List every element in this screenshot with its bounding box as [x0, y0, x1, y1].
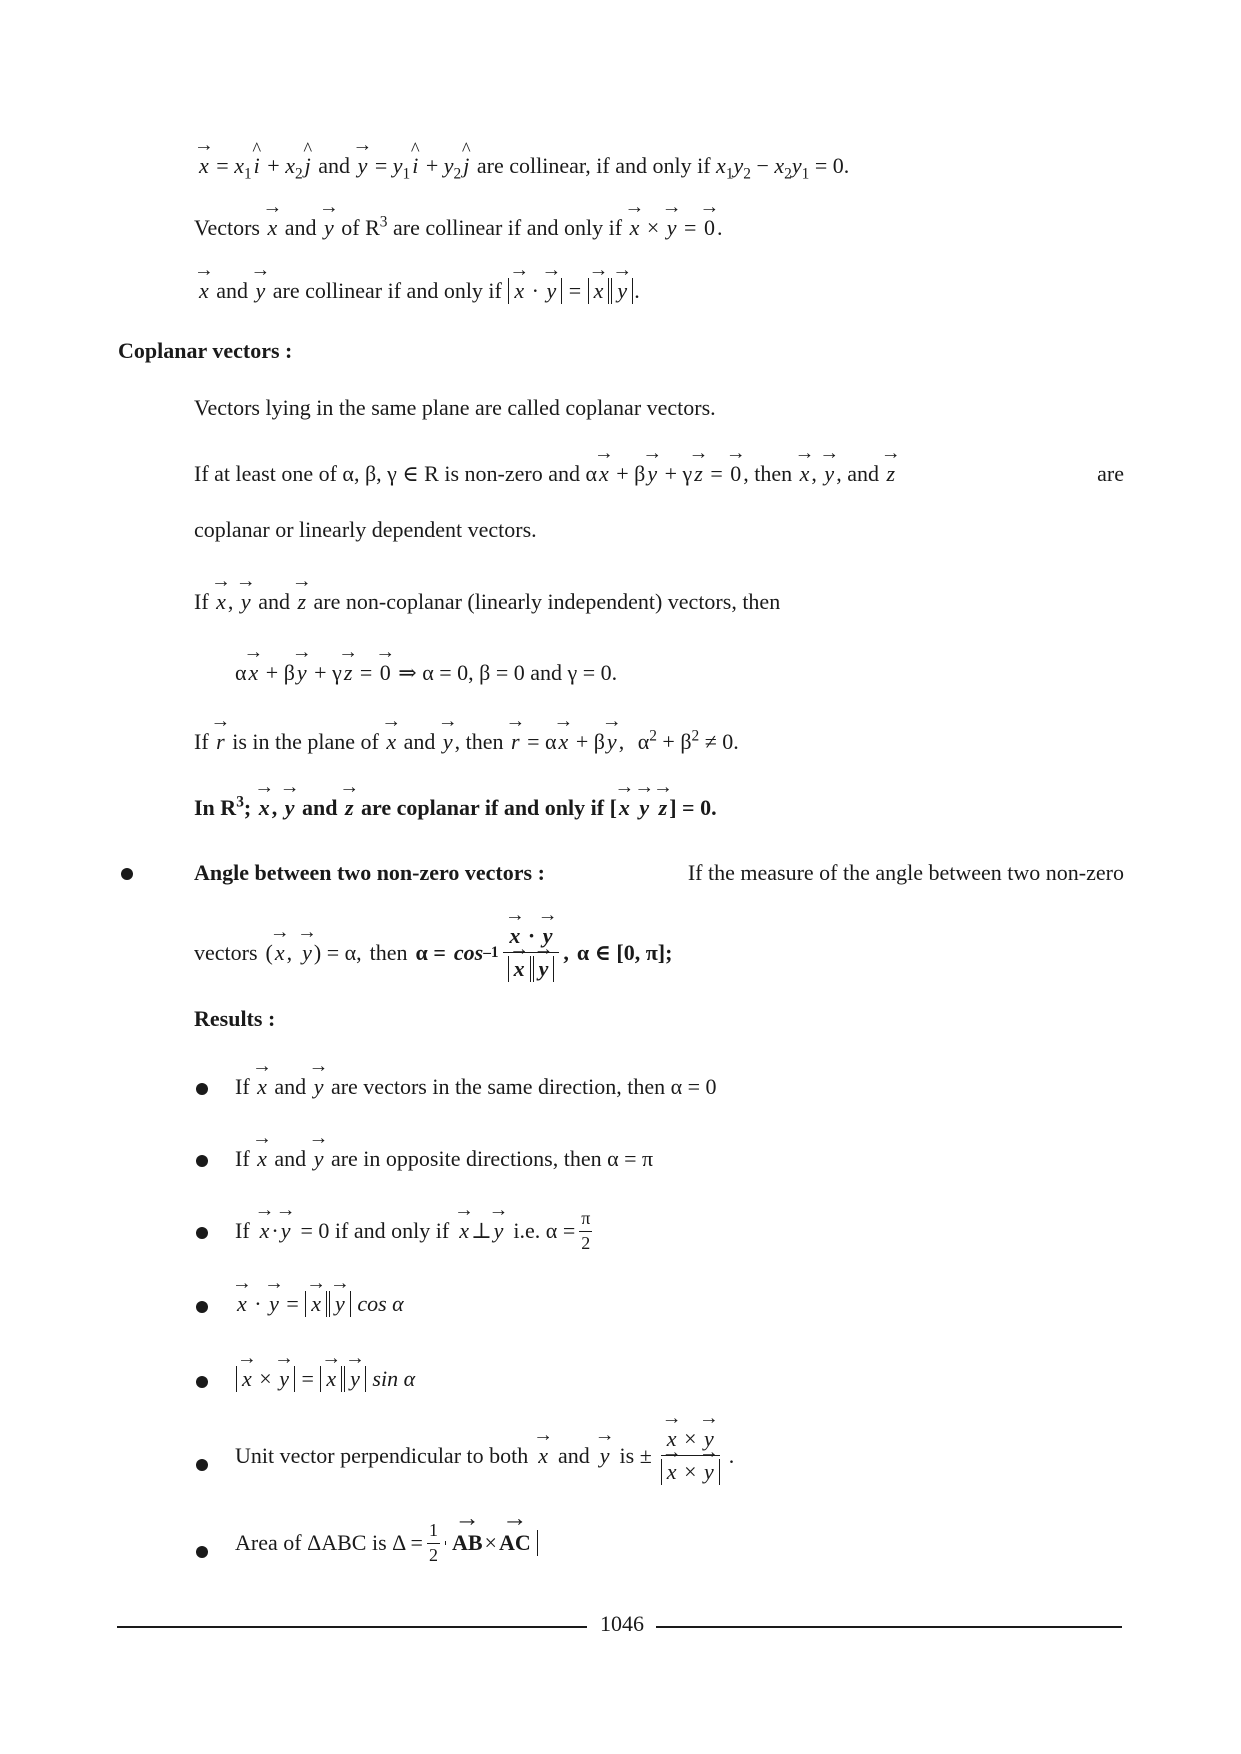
bullet-icon [196, 1376, 208, 1388]
bullet-icon [196, 1155, 208, 1167]
collinear-2d-condition: → $x = x_1\^{}$ $i + x_2\^{}$ j and → $y = y_1\^{}$ $i + y_2\^{}$ j are collinear, if and only if $x_1y_2 - x_2y_1 = 0$. [197, 153, 849, 179]
coplanar-heading: Coplanar vectors : [118, 338, 293, 363]
bullet-icon [196, 1227, 208, 1239]
bullet-icon [196, 1546, 208, 1558]
page-number: 1046 [600, 1611, 644, 1636]
of-r-text: of R [341, 215, 380, 240]
result-cross-product: → x × → y = → x→ y sin α [235, 1366, 415, 1392]
collinear-text: are collinear if and only if [272, 278, 502, 303]
and-text: and [216, 278, 249, 303]
and-text: and [318, 153, 351, 178]
vectors-word: Vectors [194, 215, 260, 240]
bullet-icon [196, 1301, 208, 1313]
non-coplanar-equation: α→ x + β→ y + γ→ z = → 0 ⇒ α = 0, β = 0 and γ = 0. [235, 660, 617, 686]
bullet-icon [196, 1083, 208, 1095]
collinear-text: are collinear, if and only if [476, 153, 711, 178]
angle-heading-line: Angle between two non-zero vectors : If the measure of the angle between two non-zero [194, 860, 1124, 885]
plane-vector-statement: If → r is in the plane of → x and → y, then → r = α→ x + β→ y, $\alpha^2 + \beta^2 \ne 0$. [194, 729, 739, 755]
footer-rule-left [117, 1626, 587, 1628]
result-perpendicular: If → x · → y = 0 if and only if → x ⊥ → y i.e. α = $\frac{\pi}{2}$ [235, 1208, 596, 1254]
box-product-statement: In $R^3$; → x, → y and → z are coplanar if and only if [→ x → y → z] = 0. [194, 795, 717, 821]
collinear-text: are collinear if and only if [392, 215, 623, 240]
collinear-r3-condition: Vectors → x and → y of $R^3$ are collinear if and only if → x × → y = → 0. [194, 215, 722, 241]
angle-formula: vectors ( → x , → y ) = α, then α = cos –1 → x · → y → x→ y , α ∈ [0, π]; [194, 923, 672, 983]
result-triangle-area: Area of ΔABC is Δ = $\frac{1}{2}$ → AB × → AC [235, 1520, 539, 1566]
non-coplanar-statement: If → x, → y and → z are non-coplanar (linearly independent) vectors, then [194, 589, 780, 615]
result-same-direction: If → x and → y are vectors in the same direction, then α = 0 [235, 1074, 717, 1100]
collinear-dot-condition: → x and → y are collinear if and only if → x · → y = → x→ y . [197, 278, 640, 304]
bullet-icon [196, 1459, 208, 1471]
linear-dependence-continuation: coplanar or linearly dependent vectors. [194, 517, 537, 542]
equals-zero: = 0. [814, 153, 850, 178]
result-opposite-direction: If → x and → y are in opposite directions, then α = π [235, 1146, 653, 1172]
and-text: and [284, 215, 317, 240]
bullet-icon [121, 868, 133, 880]
linear-dependence-statement: If at least one of α, β, γ ∈ R is non-zero and α→ x + β→ y + γ→ z = → 0, then → x, → y, and → z are [194, 461, 1124, 487]
result-dot-product: → x · → y = → x→ y cos α [235, 1291, 404, 1317]
results-heading: Results : [194, 1006, 276, 1031]
coplanar-definition: Vectors lying in the same plane are called coplanar vectors. [194, 395, 716, 420]
footer-rule-right [656, 1626, 1122, 1628]
result-unit-normal: Unit vector perpendicular to both → x and → y is ± → x × → y → x × → y . [235, 1426, 734, 1486]
